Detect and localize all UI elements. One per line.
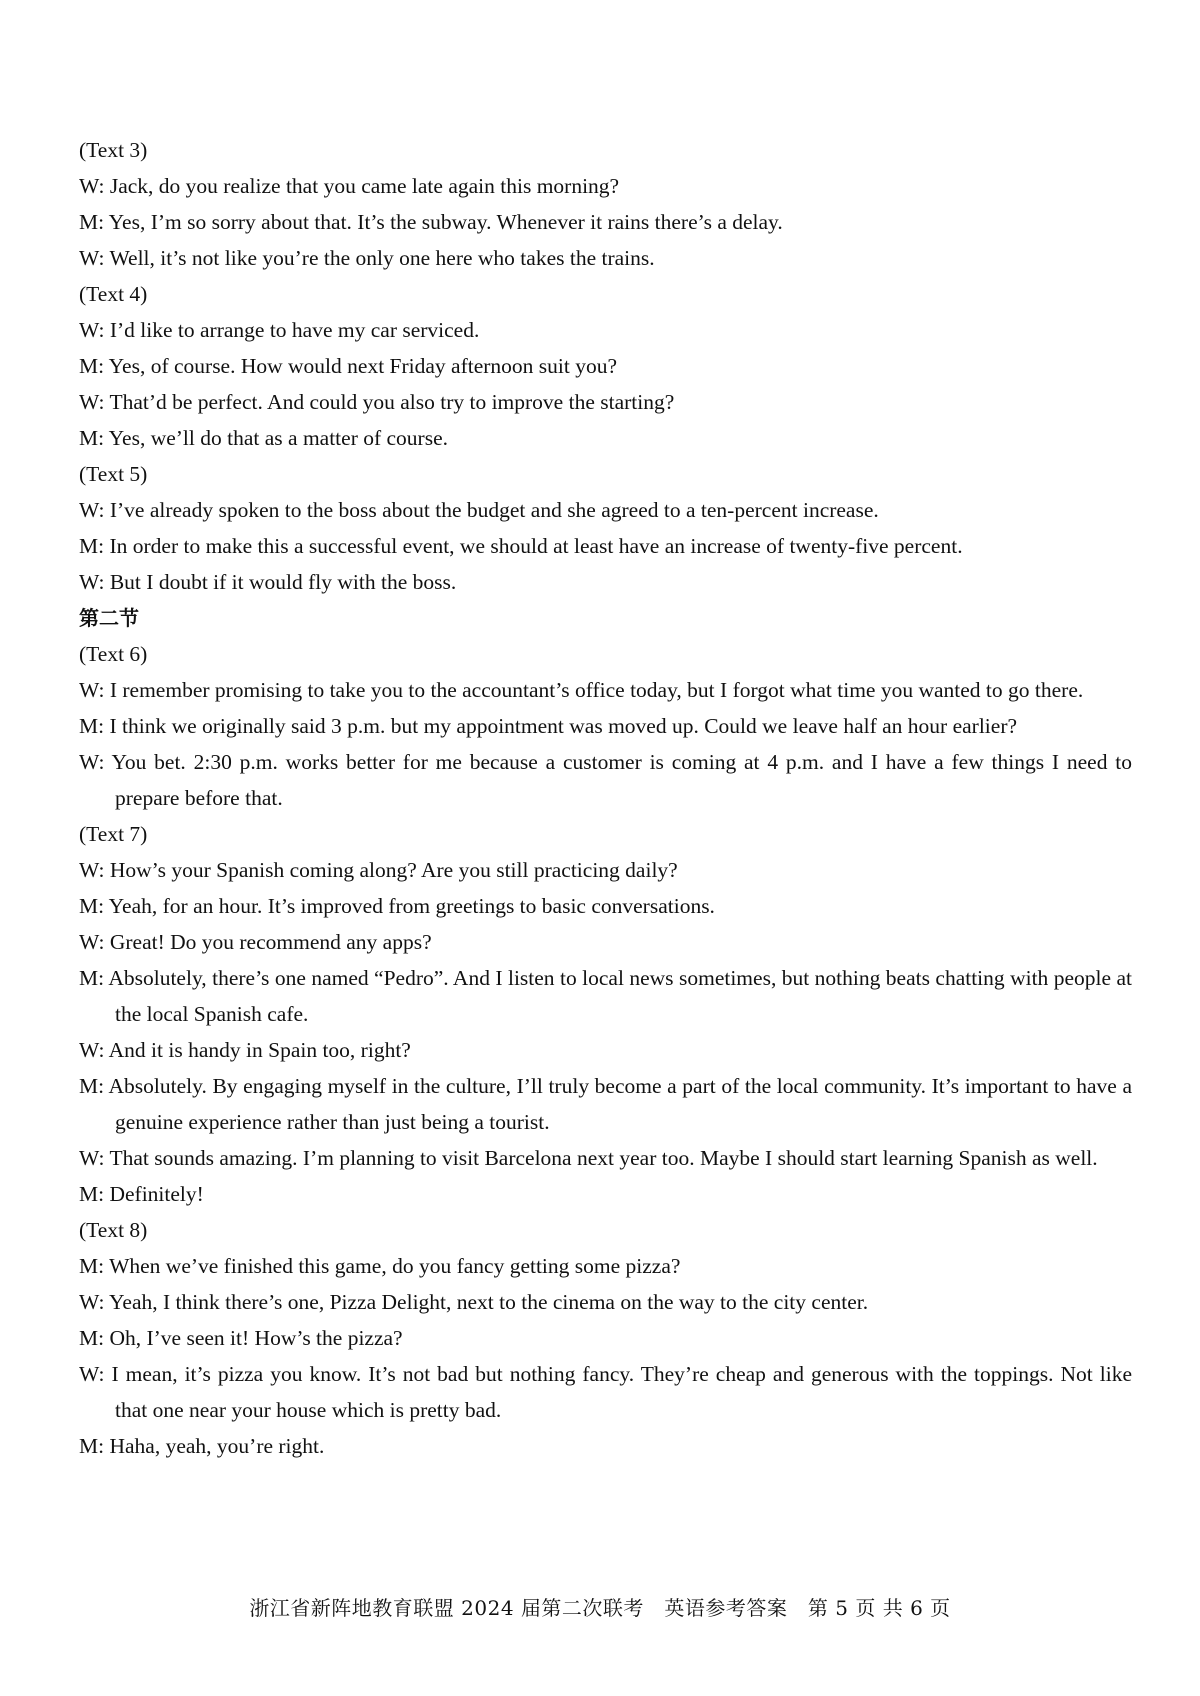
dialogue-line: W: Yeah, I think there’s one, Pizza Delight, next to the cinema on the way to the city center. <box>79 1290 869 1314</box>
text-heading: (Text 5) <box>79 462 148 486</box>
text-heading: (Text 7) <box>79 822 148 846</box>
dialogue-line: M: Absolutely. By engaging myself in the culture, I’ll truly become a part of the local community. It’s important to have a genuine experience rather than just being a tourist. <box>79 1074 1132 1134</box>
dialogue-line: W: I mean, it’s pizza you know. It’s not bad but nothing fancy. They’re cheap and generous with the toppings. Not like that one near your house which is pretty bad. <box>79 1362 1132 1422</box>
text-heading: (Text 8) <box>79 1218 148 1242</box>
dialogue-line: M: Haha, yeah, you’re right. <box>79 1434 325 1458</box>
dialogue-line: W: You bet. 2:30 p.m. works better for me because a customer is coming at 4 p.m. and I have a few things I need to prepare before that. <box>79 750 1132 810</box>
dialogue-line: W: How’s your Spanish coming along? Are you still practicing daily? <box>79 858 678 882</box>
dialogue-line: M: Yes, of course. How would next Friday afternoon suit you? <box>79 354 618 378</box>
dialogue-line: M: When we’ve finished this game, do you fancy getting some pizza? <box>79 1254 681 1278</box>
dialogue-line: M: In order to make this a successful event, we should at least have an increase of twenty-five percent. <box>79 534 963 558</box>
dialogue-line: W: Jack, do you realize that you came late again this morning? <box>79 174 620 198</box>
dialogue-line: W: I remember promising to take you to the accountant’s office today, but I forgot what time you wanted to go there. <box>79 678 1084 702</box>
dialogue-line: M: Yes, we’ll do that as a matter of course. <box>79 426 449 450</box>
text-heading: (Text 4) <box>79 282 148 306</box>
dialogue-line: W: But I doubt if it would fly with the boss. <box>79 570 457 594</box>
dialogue-line: M: Yes, I’m so sorry about that. It’s the subway. Whenever it rains there’s a delay. <box>79 210 783 234</box>
page-footer: 浙江省新阵地教育联盟 2024 届第二次联考 英语参考答案 第 5 页 共 6 页 <box>249 1596 951 1620</box>
dialogue-line: W: That’d be perfect. And could you also try to improve the starting? <box>79 390 675 414</box>
dialogue-line: W: Well, it’s not like you’re the only one here who takes the trains. <box>79 246 655 270</box>
dialogue-line: W: And it is handy in Spain too, right? <box>79 1038 411 1062</box>
dialogue-line: W: Great! Do you recommend any apps? <box>79 930 432 954</box>
dialogue-line: W: That sounds amazing. I’m planning to visit Barcelona next year too. Maybe I should start learning Spanish as well. <box>79 1146 1098 1170</box>
dialogue-line: M: Absolutely, there’s one named “Pedro”. And I listen to local news sometimes, but nothing beats chatting with people at the local Spanish cafe. <box>79 966 1132 1026</box>
text-heading: (Text 6) <box>79 642 148 666</box>
dialogue-line: W: I’d like to arrange to have my car serviced. <box>79 318 480 342</box>
dialogue-line: M: Oh, I’ve seen it! How’s the pizza? <box>79 1326 403 1350</box>
section-title: 第二节 <box>79 606 139 630</box>
dialogue-line: W: I’ve already spoken to the boss about the budget and she agreed to a ten-percent increase. <box>79 498 879 522</box>
dialogue-line: M: Yeah, for an hour. It’s improved from greetings to basic conversations. <box>79 894 715 918</box>
text-heading: (Text 3) <box>79 138 148 162</box>
document-body <box>79 132 1132 1464</box>
dialogue-line: M: I think we originally said 3 p.m. but my appointment was moved up. Could we leave half an hour earlier? <box>79 714 1018 738</box>
dialogue-line: M: Definitely! <box>79 1182 204 1206</box>
